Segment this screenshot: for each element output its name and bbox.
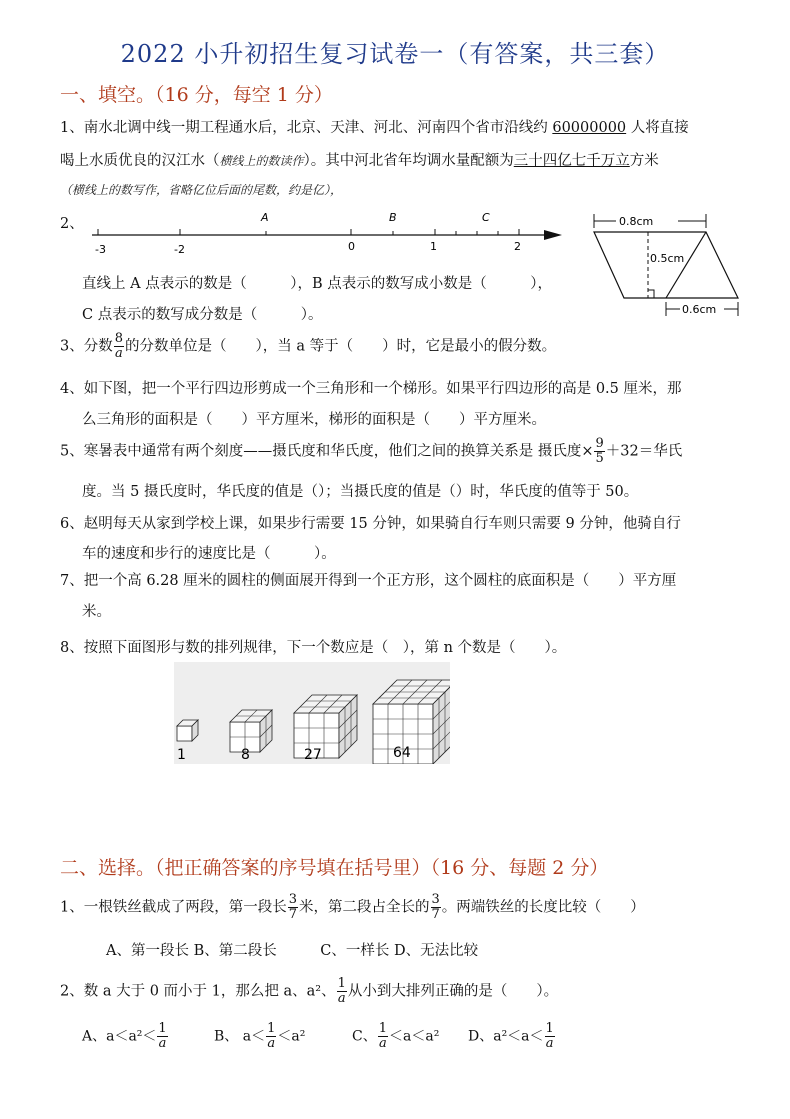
- arrow-head-icon: [544, 230, 562, 240]
- parallelogram-shape: [594, 232, 738, 298]
- cube-label: 8: [241, 747, 250, 763]
- height-label: 0.5cm: [650, 252, 685, 265]
- q4-line1: 4、如下图，把一个平行四边形剪成一个三角形和一个梯形。如果平行四边形的高是 0.5 厘米，那: [60, 381, 682, 397]
- tick-label: 1: [430, 240, 437, 253]
- q2-line1: 直线上 A 点表示的数是（ ），B 点表示的数写成小数是（ ），: [82, 276, 552, 292]
- s2-q1-line: 1、一根铁丝截成了两段，第一段长 $\frac{3}{7}$ 米，第二段占全长的 $\frac{3}{7}$ 。两端铁丝的长度比较（ ）: [60, 892, 645, 922]
- q6-line1: 6、赵明每天从家到学校上课，如果步行需要 15 分钟，如果骑自行车则只需要 9 分钟，他骑自行: [60, 516, 681, 532]
- s2-q2-line: 2、数 a 大于 0 而小于 1，那么把 a、a²、 $\frac{1}{a}$ 从小到大排列正确的是（ ）。: [60, 976, 559, 1006]
- q1-number: 60000000: [552, 120, 627, 136]
- fraction-9-over-5: $\frac{9}{5}$: [595, 436, 604, 466]
- q5-line2: 度。当 5 摄氏度时，华氏度的值是（）；当摄氏度的值是（）时，华氏度的值等于 50。: [82, 484, 639, 500]
- bottom-length-label: 0.6cm: [682, 303, 717, 316]
- s2-q1-options: A、第一段长 B、第二段长 C、一样长 D、无法比较: [106, 943, 479, 959]
- point-label-c: C: [482, 211, 490, 224]
- q7-line2: 米。: [82, 604, 111, 620]
- cube-face: [177, 726, 192, 741]
- number-line-figure: [86, 205, 566, 260]
- s2-q2-option-a: A、a＜a²＜ $\frac{1}{a}$: [82, 1021, 167, 1051]
- cube-label: 64: [393, 745, 411, 761]
- cube-label: 27: [304, 747, 322, 763]
- q4-line2: 么三角形的面积是（ ）平方厘米，梯形的面积是（ ）平方厘米。: [82, 412, 546, 428]
- q1-line1: 1、南水北调中线一期工程通水后，北京、天津、河北、河南四个省市沿线约 60000000 人将直接: [60, 120, 689, 136]
- s2-q2-option-d: D、a²＜a＜ $\frac{1}{a}$: [468, 1021, 554, 1051]
- q8-line1: 8、按照下面图形与数的排列规律，下一个数应是（ ），第 n 个数是（ ）。: [60, 640, 567, 656]
- q2-number: 2、: [60, 216, 84, 232]
- tick-label: 0: [348, 240, 355, 253]
- q5-line1: 5、寒暑表中通常有两个刻度——摄氏度和华氏度，他们之间的换算关系是 摄氏度× $\frac{9}{5}$ ＋32＝华氏: [60, 436, 683, 466]
- parallelogram-figure: [588, 212, 748, 322]
- fraction-3-over-7: $\frac{3}{7}$: [431, 892, 440, 922]
- q3-line: 3、分数 $\frac{8}{a}$ 的分数单位是（ ），当 a 等于（ ）时，它是最小的假分数。: [60, 331, 557, 361]
- section1-heading: 一、填空。（16 分，每空 1 分）: [60, 84, 333, 106]
- tick-label: -2: [174, 243, 185, 256]
- q6-line2: 车的速度和步行的速度比是（ ）。: [82, 546, 336, 562]
- tick-label: 2: [514, 240, 521, 253]
- q1-underlined-number: 三十四亿七千万立: [513, 153, 630, 169]
- s2-q2-option-b: B、 a＜ $\frac{1}{a}$ ＜a²: [214, 1021, 306, 1051]
- cube-label: 1: [177, 747, 186, 763]
- q7-line1: 7、把一个高 6.28 厘米的圆柱的侧面展开得到一个正方形，这个圆柱的底面积是（ ）平方厘: [60, 573, 677, 589]
- cut-line: [666, 232, 706, 298]
- cubes-figure: [174, 662, 450, 764]
- page-title: 2022 小升初招生复习试卷一（有答案，共三套）: [120, 40, 670, 68]
- q1-line2: 喝上水质优良的汉江水（横线上的数读作）。其中河北省年均调水量配额为三十四亿七千万立方米: [60, 153, 659, 169]
- section2-heading: 二、选择。（把正确答案的序号填在括号里）（16 分、每题 2 分）: [60, 857, 609, 879]
- q1-line3: （横线上的数写作，省略亿位后面的尾数，约是亿），: [60, 183, 343, 197]
- number-line-ticks: [98, 229, 519, 235]
- fraction-8-over-a: $\frac{8}{a}$: [114, 331, 124, 361]
- fraction-3-over-7: $\frac{3}{7}$: [288, 892, 298, 922]
- fraction-1-over-a: $\frac{1}{a}$: [337, 976, 346, 1006]
- top-length-label: 0.8cm: [619, 215, 654, 228]
- point-label-a: A: [261, 211, 269, 224]
- s2-q2-option-c: C、 $\frac{1}{a}$ ＜a＜a²: [352, 1021, 440, 1051]
- q2-line2: C 点表示的数写成分数是（ ）。: [82, 307, 323, 323]
- tick-label: -3: [95, 243, 106, 256]
- point-label-b: B: [389, 211, 397, 224]
